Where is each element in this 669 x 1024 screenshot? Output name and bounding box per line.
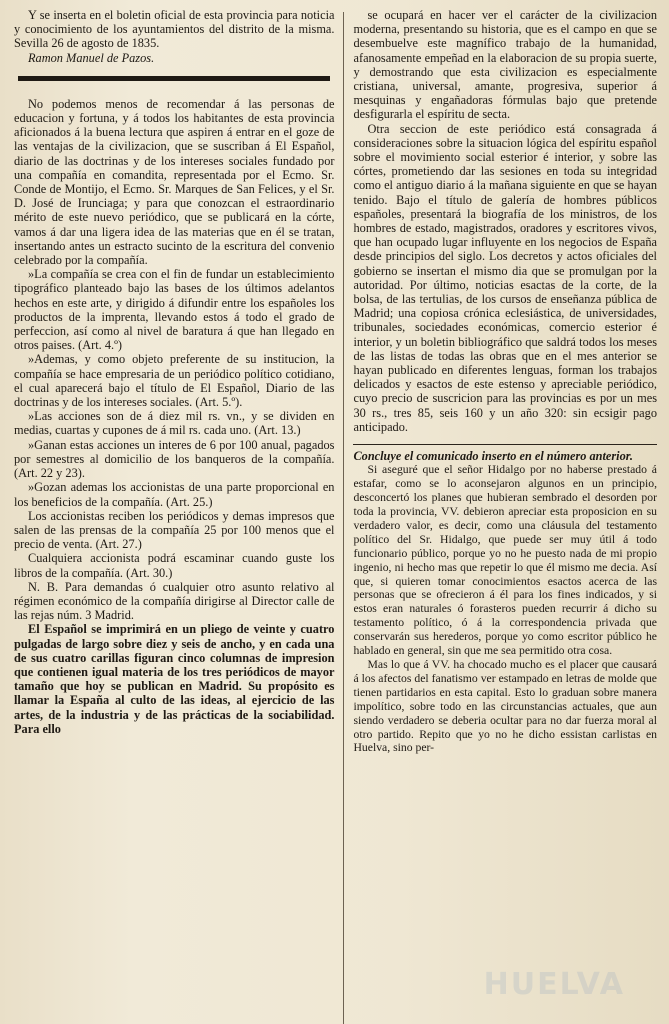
article-paragraph: »Las acciones son de á diez mil rs. vn., y se dividen en medias, cuartas y cupones de á mil rs. cada uno. (Art. 13.) [14, 409, 335, 438]
section-heading: Concluye el comunicado inserto en el número anterior. [353, 444, 657, 463]
article-paragraph: El Español se imprimirá en un pliego de veinte y cuatro pulgadas de largo sobre diez y seis de ancho, y en cada una de sus cuatro carillas figuran cinco columnas de impresion que contienen igual materia de los tres periódicos de mayor tamaño que hoy se publican en Madrid. Su propósito es llamar la España al culto de las ideas, al ejercicio de las artes, de la industria y de las prácticas de la sociabilidad. Para ello [14, 622, 335, 736]
article-paragraph: se ocupará en hacer ver el carácter de la civilizacion moderna, presentando su historia, que es el campo en que se desembuelve este magnífico trabajo de la humanidad, afanosamente empeñad en la elaboracion de su propia suerte, y demostrando que esta civilizacion es especialmente cristiana, universal, amante, progresiva, superior á mesquinas y engañadoras fórmulas bajo que pretende desfigurarla el espíritu de secta. [353, 8, 657, 122]
article-paragraph: Si aseguré que el señor Hidalgo por no haberse prestado á estafar, como se lo aconsejaron algunos en un principio, desconcertó los planes que hubieran sembrado el desorden por toda la provincia, VV. debieron apreciar esta proposicion en su verdadero valor, es decir, como una cláusula del testamento político del Sr. Hidalgo, que puede ser muy útil á todo funcionario público, porque yo no he puesto nada de mi propio ingenio, ni hecho mas que repetir lo que él mismo me decia. Así que, si quieren tomar conocimientos esactos acerca de las personas que se ofrecieron á él para los fines indicados, y si estos eran naturales ó forasteros pueden recurrir á dicho su testamento político, ó á la correspondencia privada que conservarán sus herederos, porque yo como escritor público he hablado en general, sin que me sea permitido otra cosa. [353, 463, 657, 658]
article-paragraph: »La compañía se crea con el fin de fundar un establecimiento tipográfico planteado bajo las bases de los últimos adelantos hechos en este arte, y dirigido á difundir entre los españoles los productos de la imprenta, llevando estos á todo el grado de perfeccion, así como al nivel de baratura á que han llegado en otros paises. (Art. 4.º) [14, 267, 335, 353]
section-rule [18, 76, 330, 81]
intro-paragraph: Y se inserta en el boletin oficial de esta provincia para noticia y conocimiento de los ayuntamientos del distrito de la misma. Sevilla 26 de agosto de 1835. [14, 8, 335, 51]
archive-watermark: HUELVA [483, 967, 625, 1002]
right-column [344, 8, 657, 1024]
article-paragraph: Cualquiera accionista podrá escaminar cuando guste los libros de la compañía. (Art. 30.) [14, 551, 335, 580]
article-paragraph: Los accionistas reciben los periódicos y demas impresos que salen de las prensas de la compañía 25 por 100 menos que el precio de venta. (Art. 27.) [14, 508, 335, 552]
signature: Ramon Manuel de Pazos. [28, 50, 155, 65]
article-paragraph: Otra seccion de este periódico está consagrada á consideraciones sobre la situacion lógica del espíritu español sobre el movimiento social esterior é interior, y sobre las córtes, prometiendo dar las sesiones en toda su integridad como el antiguo diario á la mañana siguiente en que se hayan tenido. Bajo el título de galería de hombres públicos españoles, presentará la biografía de los ministros, de los hombres de estado, magistrados, oradores y escritores vivos, que han ocupado lugar influyente en los negocios de España desde principios del siglo. Los decretos y actos oficiales del gobierno se insertan el mismo dia que se promulgan por la autoridad. Por último, noticias esactas de la corte, de la bolsa, de las tertulias, de los cursos de enseñanza pública de Madrid; una copiosa crónica eclesiástica, de universidades, tribunales, sociedades económicas, comercio esterior é interior, y un boletin bibliográfico que saldrá todos los meses de las listas de todas las obras que en el mes anterior se hayan publicado en diferentes lenguas, forman los trabajos delicados y esactos de este estenso y apreciable periódico, cuyo precio de suscricion para las provincias es por un mes 30 rs., tres 85, seis 160 y un año 320: sin ecsigir pago anticipado. [353, 121, 657, 434]
article-paragraph: »Ademas, y como objeto preferente de su institucion, la compañía se hace empresaria de un periódico político cotidiano, el cual aparecerá bajo el título de El Español, Diario de las doctrinas y de los intereses sociales. (Art. 5.º). [14, 352, 335, 410]
article-paragraph: »Ganan estas acciones un interes de 6 por 100 anual, pagados por semestres al domicilio de los banqueros de la compañía. (Art. 22 y 23). [14, 437, 335, 481]
article-paragraph: N. B. Para demandas ó cualquier otro asunto relativo al régimen económico de la compañía dirigirse al Director calle de las rejas núm. 3 Madrid. [14, 579, 335, 623]
columns [14, 8, 657, 1024]
article-paragraph: Mas lo que á VV. ha chocado mucho es el placer que causará á los afectos del fanatismo ver estampado en letras de molde que tienen partidarios en esta capital. Esto lo graduan sobre manera impolítico, sobre todo en las circunstancias actuales, que aun siendo verdadero se deberia ocultar para no dar fuerza moral al otro partido. Repito que yo no he dicho essistan carlistas en Huelva, sino per- [353, 657, 657, 755]
article-paragraph: »Gozan ademas los accionistas de una parte proporcional en los beneficios de la compañía. (Art. 25.) [14, 480, 335, 509]
left-column [14, 8, 343, 1024]
article-paragraph: No podemos menos de recomendar á las personas de educacion y fortuna, y á todos los habitantes de esta provincia aficionados á la buena lectura que aspiren á entrar en el goze de las ventajas de la civilizacion, que se suscriban á El Español, diario de las doctrinas y de los intereses sociales fundado por una compañía en comandita, representada por el Ecmo. Sr. Conde de Montijo, el Ecmo. Sr. Marques de San Felices, y el Sr. D. José de Irunciaga; y para que conozcan el estraordinario mérito de este nuevo periódico, que se publicará en la córte, vamos á dar una ligera idea de las materias que en él se tratan, insertando antes un estracto sucinto de la escritura del convenio celebrado por la compañía. [14, 96, 335, 268]
communique-body [353, 463, 657, 755]
